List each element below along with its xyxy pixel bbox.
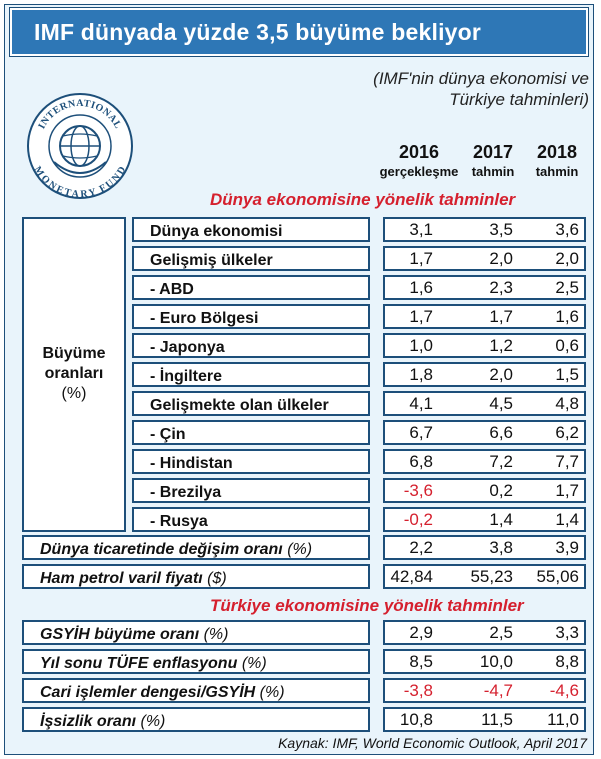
table-row	[0, 707, 601, 732]
row-values	[383, 304, 586, 329]
row-values	[383, 362, 586, 387]
row-label	[132, 391, 370, 416]
row-unit: (%)	[140, 713, 166, 730]
value-cell: 1,5	[555, 365, 579, 384]
logo-bottom-text: MONETARY FUND	[31, 164, 129, 200]
value-cell: 3,8	[489, 538, 513, 557]
row-label-text: - Euro Bölgesi	[150, 310, 259, 327]
value-cell: 1,0	[409, 336, 433, 355]
value-cell: 10,0	[479, 652, 513, 671]
row-values	[383, 707, 586, 732]
column-sub: tahmin	[535, 164, 579, 179]
value-cell: 11,0	[547, 710, 579, 729]
row-label-text: - ABD	[150, 281, 194, 298]
value-cell: 7,7	[555, 452, 579, 471]
row-label	[132, 420, 370, 445]
row-label-text: - İngiltere	[150, 368, 223, 385]
row-values	[383, 217, 586, 242]
row-values	[383, 649, 586, 674]
value-cell: 1,2	[489, 336, 513, 355]
row-values	[383, 620, 586, 645]
column-header-2016	[373, 142, 465, 179]
value-cell: -4,7	[483, 681, 513, 700]
row-label	[132, 275, 370, 300]
row-values	[383, 449, 586, 474]
value-cell: 6,2	[555, 423, 579, 442]
value-cell: 6,8	[409, 452, 433, 471]
row-label	[132, 478, 370, 503]
row-unit: (%)	[259, 684, 285, 701]
value-cell: 1,7	[409, 307, 433, 326]
table-row	[0, 507, 601, 532]
row-unit: (%)	[203, 626, 229, 643]
value-cell: 6,6	[489, 423, 513, 442]
row-values	[383, 564, 586, 589]
row-unit: (%)	[287, 541, 313, 558]
row-values	[383, 678, 586, 703]
value-cell: 2,5	[555, 278, 579, 297]
row-values	[383, 333, 586, 358]
value-cell: 6,7	[409, 423, 433, 442]
row-label-text: Ham petrol varil fiyatı	[40, 570, 203, 587]
row-label	[132, 507, 370, 532]
row-unit: (%)	[241, 655, 267, 672]
value-cell: 1,7	[489, 307, 513, 326]
table-row	[0, 478, 601, 503]
row-label	[132, 333, 370, 358]
value-cell: 1,6	[555, 307, 579, 326]
source-note: Kaynak: IMF, World Economic Outlook, April 2017	[278, 735, 587, 751]
value-cell: 4,1	[409, 394, 433, 413]
value-cell: 3,6	[555, 220, 579, 239]
column-sub: tahmin	[471, 164, 515, 179]
imf-seal-icon	[26, 92, 134, 200]
column-year: 2016	[398, 142, 440, 162]
value-cell: 8,5	[409, 652, 433, 671]
row-label-text: - Çin	[150, 426, 186, 443]
row-values	[383, 246, 586, 271]
row-label-text: Gelişmiş ülkeler	[150, 252, 273, 269]
value-cell: 3,3	[555, 623, 579, 642]
row-label	[132, 362, 370, 387]
table-row	[0, 564, 601, 589]
value-cell: 55,06	[536, 567, 579, 586]
table-row	[0, 275, 601, 300]
group-label-line3: (%)	[61, 385, 87, 402]
group-label-line2: oranları	[44, 365, 104, 382]
value-cell: 10,8	[399, 710, 433, 729]
row-label-text: Yıl sonu TÜFE enflasyonu	[40, 655, 238, 672]
value-cell: 2,9	[409, 623, 433, 642]
value-cell: 2,5	[489, 623, 513, 642]
logo-top-text: INTERNATIONAL	[36, 97, 124, 131]
value-cell: -3,8	[403, 681, 433, 700]
row-label	[132, 217, 370, 242]
row-label-text: - Brezilya	[150, 484, 222, 501]
row-label-text: - Japonya	[150, 339, 225, 356]
value-cell: 2,0	[489, 365, 513, 384]
value-cell: 4,5	[489, 394, 513, 413]
row-label-text: GSYİH büyüme oranı	[40, 626, 200, 643]
column-header-2017	[462, 142, 524, 179]
table-row	[0, 678, 601, 703]
row-values	[383, 535, 586, 560]
row-label	[22, 564, 370, 589]
value-cell: 1,7	[555, 481, 579, 500]
value-cell: -0,2	[403, 510, 433, 529]
table-row	[0, 333, 601, 358]
value-cell: 0,2	[489, 481, 513, 500]
column-sub: gerçekleşme	[379, 164, 459, 179]
row-label	[22, 620, 370, 645]
value-cell: 1,6	[409, 278, 433, 297]
value-cell: 0,6	[555, 336, 579, 355]
table-row	[0, 449, 601, 474]
table-row	[0, 420, 601, 445]
row-label	[22, 535, 370, 560]
value-cell: 1,7	[409, 249, 433, 268]
row-label-text: Cari işlemler dengesi/GSYİH	[40, 684, 256, 701]
row-values	[383, 478, 586, 503]
column-year: 2018	[536, 142, 578, 162]
row-label-text: - Hindistan	[150, 455, 233, 472]
subtitle-line1: (IMF'nin dünya ekonomisi ve	[373, 69, 589, 88]
value-cell: 1,8	[409, 365, 433, 384]
row-label	[22, 707, 370, 732]
value-cell: 2,0	[489, 249, 513, 268]
value-cell: 3,9	[555, 538, 579, 557]
row-label-text: - Rusya	[150, 513, 208, 530]
row-label-text: Gelişmekte olan ülkeler	[150, 397, 329, 414]
row-values	[383, 275, 586, 300]
value-cell: 8,8	[555, 652, 579, 671]
value-cell: -3,6	[403, 481, 433, 500]
value-cell: 11,5	[481, 710, 513, 729]
table-row	[0, 304, 601, 329]
row-label-text: Dünya ticaretinde değişim oranı	[40, 541, 283, 558]
row-label	[132, 304, 370, 329]
row-label-text: İşsizlik oranı	[40, 713, 137, 730]
table-row	[0, 217, 601, 242]
value-cell: 3,1	[409, 220, 433, 239]
table-row	[0, 246, 601, 271]
row-label	[132, 246, 370, 271]
table-row	[0, 362, 601, 387]
row-values	[383, 507, 586, 532]
subtitle	[289, 68, 589, 110]
row-unit: ($)	[207, 570, 227, 587]
page-title: IMF dünyada yüzde 3,5 büyüme bekliyor	[34, 19, 482, 45]
section-title-world: Dünya ekonomisine yönelik tahminler	[210, 190, 516, 209]
section-title-turkey: Türkiye ekonomisine yönelik tahminler	[210, 596, 524, 615]
row-label-text: Dünya ekonomisi	[150, 223, 283, 240]
value-cell: 2,0	[555, 249, 579, 268]
value-cell: 4,8	[555, 394, 579, 413]
value-cell: 7,2	[489, 452, 513, 471]
table-row	[0, 649, 601, 674]
row-label	[132, 449, 370, 474]
value-cell: 1,4	[489, 510, 513, 529]
row-label	[22, 649, 370, 674]
value-cell: 2,2	[409, 538, 433, 557]
row-values	[383, 391, 586, 416]
table-row	[0, 620, 601, 645]
table-row	[0, 391, 601, 416]
group-label-line1: Büyüme	[42, 345, 106, 362]
value-cell: 55,23	[470, 567, 513, 586]
row-values	[383, 420, 586, 445]
column-year: 2017	[472, 142, 514, 162]
title-bar	[10, 8, 588, 56]
column-header-2018	[525, 142, 589, 179]
row-label	[22, 678, 370, 703]
value-cell: 3,5	[489, 220, 513, 239]
value-cell: 42,84	[390, 567, 433, 586]
value-cell: 2,3	[489, 278, 513, 297]
subtitle-line2: Türkiye tahminleri)	[449, 90, 589, 109]
value-cell: -4,6	[549, 681, 579, 700]
value-cell: 1,4	[555, 510, 579, 529]
table-row	[0, 535, 601, 560]
